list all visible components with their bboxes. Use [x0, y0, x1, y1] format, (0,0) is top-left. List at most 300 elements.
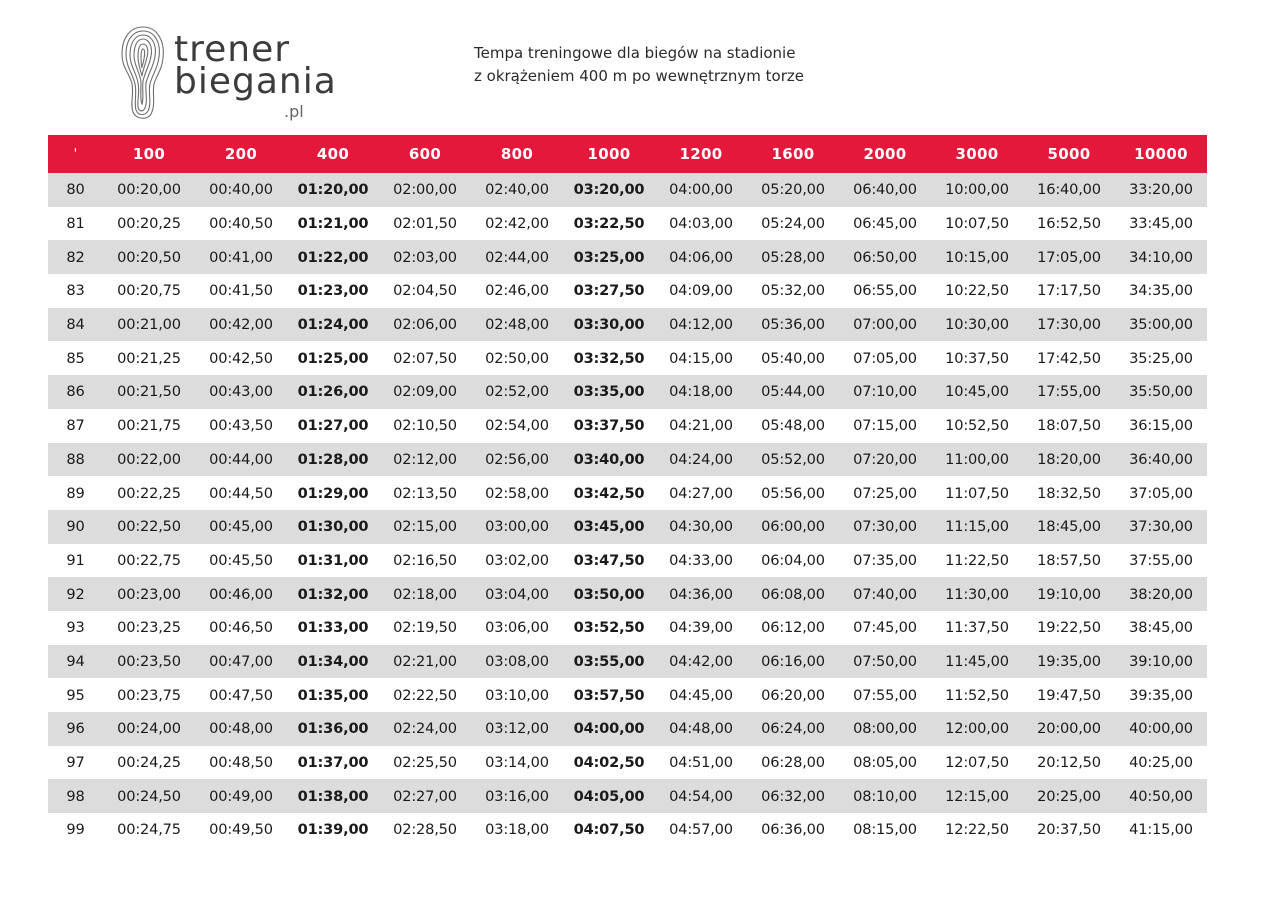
pace-cell: 03:22,50	[573, 215, 645, 233]
pace-cell: 00:43,50	[209, 417, 273, 435]
header-cell: 1000	[563, 135, 655, 173]
pace-cell: 00:23,75	[117, 686, 181, 704]
pace-cell: 04:15,00	[669, 349, 733, 367]
pace-cell: 03:18,00	[485, 821, 549, 839]
pace-cell: 03:30,00	[563, 308, 655, 342]
document-subtitle	[474, 42, 894, 88]
pace-cell: 06:08,00	[747, 577, 839, 611]
pace-cell: 00:43,00	[195, 375, 287, 409]
pace-cell: 34:10,00	[1115, 240, 1207, 274]
pace-cell: 00:20,00	[103, 173, 195, 207]
pace-cell: 00:41,00	[195, 240, 287, 274]
pace-cell: 01:32,00	[287, 577, 379, 611]
pace-cell: 04:51,00	[669, 754, 733, 772]
pace-cell: 02:16,50	[393, 551, 457, 569]
pace-cell: 04:42,00	[655, 645, 747, 679]
lap-time-cell: 98	[48, 779, 103, 813]
pace-cell: 19:47,50	[1037, 686, 1101, 704]
lap-time-cell: 92	[48, 577, 103, 611]
footprint-icon	[118, 24, 168, 122]
pace-cell: 40:25,00	[1129, 754, 1193, 772]
pace-cell: 01:23,00	[297, 282, 369, 300]
pace-cell: 00:21,25	[117, 349, 181, 367]
pace-cell: 38:20,00	[1115, 577, 1207, 611]
pace-cell: 19:22,50	[1037, 619, 1101, 637]
pace-cell: 11:07,50	[945, 484, 1009, 502]
logo	[118, 24, 348, 124]
pace-cell: 35:25,00	[1129, 349, 1193, 367]
pace-cell: 17:55,00	[1023, 375, 1115, 409]
pace-cell: 00:24,75	[117, 821, 181, 839]
pace-cell: 01:38,00	[287, 779, 379, 813]
pace-cell: 00:20,75	[117, 282, 181, 300]
header-cell: 3000	[931, 135, 1023, 173]
pace-cell: 02:06,00	[379, 308, 471, 342]
pace-cell: 38:45,00	[1129, 619, 1193, 637]
pace-cell: 01:26,00	[287, 375, 379, 409]
pace-cell: 00:46,50	[209, 619, 273, 637]
pace-cell: 04:33,00	[669, 551, 733, 569]
pace-cell: 03:08,00	[471, 645, 563, 679]
pace-cell: 06:45,00	[853, 215, 917, 233]
pace-cell: 12:22,50	[945, 821, 1009, 839]
pace-cell: 20:37,50	[1037, 821, 1101, 839]
pace-cell: 00:48,00	[195, 712, 287, 746]
pace-cell: 04:18,00	[655, 375, 747, 409]
table-row	[48, 611, 1207, 645]
pace-cell: 03:00,00	[471, 510, 563, 544]
pace-cell: 06:28,00	[761, 754, 825, 772]
pace-cell: 20:12,50	[1037, 754, 1101, 772]
pace-cell: 10:07,50	[945, 215, 1009, 233]
pace-cell: 18:20,00	[1023, 443, 1115, 477]
pace-cell: 00:40,00	[195, 173, 287, 207]
pace-cell: 08:05,00	[853, 754, 917, 772]
pace-cell: 00:46,00	[195, 577, 287, 611]
pace-cell: 03:55,00	[563, 645, 655, 679]
pace-cell: 01:24,00	[287, 308, 379, 342]
pace-cell: 03:37,50	[573, 417, 645, 435]
pace-cell: 00:42,00	[195, 308, 287, 342]
pace-cell: 03:40,00	[563, 443, 655, 477]
pace-cell: 00:41,50	[209, 282, 273, 300]
pace-cell: 04:39,00	[669, 619, 733, 637]
pace-cell: 00:22,75	[117, 551, 181, 569]
pace-cell: 07:00,00	[839, 308, 931, 342]
header-cell: 100	[103, 135, 195, 173]
pace-cell: 33:20,00	[1115, 173, 1207, 207]
lap-time-cell: 88	[48, 443, 103, 477]
pace-cell: 40:00,00	[1115, 712, 1207, 746]
pace-cell: 02:46,00	[485, 282, 549, 300]
pace-cell: 06:50,00	[839, 240, 931, 274]
pace-cell: 20:25,00	[1023, 779, 1115, 813]
pace-cell: 06:00,00	[747, 510, 839, 544]
pace-cell: 05:36,00	[747, 308, 839, 342]
pace-cell: 02:01,50	[393, 215, 457, 233]
pace-cell: 08:00,00	[839, 712, 931, 746]
pace-cell: 02:42,00	[485, 215, 549, 233]
pace-cell: 03:32,50	[573, 349, 645, 367]
pace-cell: 11:15,00	[931, 510, 1023, 544]
pace-cell: 07:10,00	[839, 375, 931, 409]
pace-cell: 02:50,00	[485, 349, 549, 367]
pace-cell: 06:04,00	[761, 551, 825, 569]
pace-cell: 00:20,50	[103, 240, 195, 274]
pace-cell: 04:05,00	[563, 779, 655, 813]
pace-cell: 03:52,50	[573, 619, 645, 637]
pace-cell: 10:52,50	[945, 417, 1009, 435]
pace-cell: 17:30,00	[1023, 308, 1115, 342]
pace-cell: 34:35,00	[1129, 282, 1193, 300]
header-cell: 800	[471, 135, 563, 173]
header-cell: 10000	[1115, 135, 1207, 173]
pace-cell: 02:24,00	[379, 712, 471, 746]
lap-time-cell: 90	[48, 510, 103, 544]
pace-cell: 02:27,00	[379, 779, 471, 813]
table-row	[48, 678, 1207, 712]
pace-cell: 19:10,00	[1023, 577, 1115, 611]
pace-cell: 04:07,50	[573, 821, 645, 839]
pace-cell: 04:00,00	[655, 173, 747, 207]
lap-time-cell: 94	[48, 645, 103, 679]
header-cell: 2000	[839, 135, 931, 173]
pace-cell: 18:32,50	[1037, 484, 1101, 502]
pace-cell: 06:12,00	[761, 619, 825, 637]
pace-cell: 10:00,00	[931, 173, 1023, 207]
table-row	[48, 443, 1207, 477]
lap-time-cell: 99	[66, 821, 85, 839]
pace-cell: 00:48,50	[209, 754, 273, 772]
pace-cell: 04:30,00	[655, 510, 747, 544]
pace-cell: 33:45,00	[1129, 215, 1193, 233]
logo-word-suffix: .pl	[284, 102, 304, 121]
pace-cell: 02:12,00	[379, 443, 471, 477]
pace-cell: 03:47,50	[573, 551, 645, 569]
header-cell: 1600	[747, 135, 839, 173]
pace-cell: 40:50,00	[1115, 779, 1207, 813]
table-row	[48, 274, 1207, 308]
table-row	[48, 173, 1207, 207]
pace-cell: 04:54,00	[655, 779, 747, 813]
pace-cell: 02:13,50	[393, 484, 457, 502]
header-cell: 400	[287, 135, 379, 173]
pace-cell: 11:52,50	[945, 686, 1009, 704]
pace-cell: 39:10,00	[1115, 645, 1207, 679]
lap-time-cell: 84	[48, 308, 103, 342]
pace-cell: 03:04,00	[471, 577, 563, 611]
pace-cell: 12:15,00	[931, 779, 1023, 813]
pace-cell: 16:40,00	[1023, 173, 1115, 207]
pace-cell: 18:07,50	[1037, 417, 1101, 435]
logo-word-biegania: biegania	[174, 61, 337, 102]
lap-time-cell: 82	[48, 240, 103, 274]
pace-cell: 03:10,00	[485, 686, 549, 704]
pace-cell: 35:50,00	[1115, 375, 1207, 409]
pace-cell: 01:27,00	[297, 417, 369, 435]
pace-cell: 00:22,50	[103, 510, 195, 544]
pace-cell: 01:36,00	[287, 712, 379, 746]
table-row	[48, 645, 1207, 679]
table-row	[48, 308, 1207, 342]
pace-cell: 05:40,00	[761, 349, 825, 367]
pace-cell: 07:20,00	[839, 443, 931, 477]
pace-cell: 07:45,00	[853, 619, 917, 637]
pace-cell: 00:21,75	[117, 417, 181, 435]
table-row	[48, 712, 1207, 746]
pace-cell: 00:47,50	[209, 686, 273, 704]
pace-cell: 04:45,00	[669, 686, 733, 704]
pace-cell: 01:30,00	[287, 510, 379, 544]
pace-cell: 04:27,00	[669, 484, 733, 502]
pace-cell: 04:24,00	[655, 443, 747, 477]
pace-cell: 00:22,25	[117, 484, 181, 502]
pace-cell: 00:40,50	[209, 215, 273, 233]
pace-cell: 02:52,00	[471, 375, 563, 409]
pace-cell: 03:50,00	[563, 577, 655, 611]
pace-cell: 07:05,00	[853, 349, 917, 367]
pace-cell: 02:22,50	[393, 686, 457, 704]
pace-cell: 00:23,00	[103, 577, 195, 611]
lap-time-cell: 96	[48, 712, 103, 746]
pace-cell: 11:45,00	[931, 645, 1023, 679]
lap-time-cell: 80	[48, 173, 103, 207]
pace-cell: 05:48,00	[761, 417, 825, 435]
table-row	[48, 813, 1207, 847]
pace-cell: 00:49,50	[209, 821, 273, 839]
pace-cell: 05:44,00	[747, 375, 839, 409]
table-body	[48, 173, 1207, 847]
pace-cell: 06:55,00	[853, 282, 917, 300]
pace-cell: 11:37,50	[945, 619, 1009, 637]
pace-cell: 10:22,50	[945, 282, 1009, 300]
pace-cell: 18:45,00	[1023, 510, 1115, 544]
pace-cell: 17:17,50	[1037, 282, 1101, 300]
pace-cell: 41:15,00	[1129, 821, 1193, 839]
pace-cell: 00:23,25	[117, 619, 181, 637]
pace-cell: 04:09,00	[669, 282, 733, 300]
table-header	[48, 135, 1207, 173]
pace-cell: 07:35,00	[853, 551, 917, 569]
pace-cell: 37:05,00	[1129, 484, 1193, 502]
pace-cell: 01:33,00	[297, 619, 369, 637]
logo-word-trener: trener	[174, 29, 291, 70]
table-row	[48, 207, 1207, 241]
pace-cell: 03:45,00	[563, 510, 655, 544]
pace-cell: 05:56,00	[761, 484, 825, 502]
pace-cell: 02:00,00	[379, 173, 471, 207]
lap-time-cell: 97	[66, 754, 85, 772]
header-cell: 600	[379, 135, 471, 173]
lap-time-cell: 95	[66, 686, 85, 704]
pace-cell: 07:50,00	[839, 645, 931, 679]
pace-cell: 02:21,00	[379, 645, 471, 679]
pace-cell: 03:16,00	[471, 779, 563, 813]
pace-cell: 06:16,00	[747, 645, 839, 679]
lap-time-cell: 83	[66, 282, 85, 300]
pace-cell: 37:30,00	[1115, 510, 1207, 544]
pace-cell: 02:10,50	[393, 417, 457, 435]
pace-cell: 17:05,00	[1023, 240, 1115, 274]
pace-cell: 06:32,00	[747, 779, 839, 813]
pace-cell: 00:22,00	[103, 443, 195, 477]
pace-cell: 01:37,00	[297, 754, 369, 772]
pace-cell: 05:32,00	[761, 282, 825, 300]
pace-cell: 07:15,00	[853, 417, 917, 435]
pace-cell: 12:00,00	[931, 712, 1023, 746]
lap-time-cell: 87	[66, 417, 85, 435]
pace-cell: 00:21,50	[103, 375, 195, 409]
pace-cell: 02:58,00	[485, 484, 549, 502]
pace-cell: 00:45,50	[209, 551, 273, 569]
pace-cell: 10:37,50	[945, 349, 1009, 367]
pace-cell: 01:21,00	[297, 215, 369, 233]
lap-time-cell: 91	[66, 551, 85, 569]
pace-cell: 03:57,50	[573, 686, 645, 704]
pace-cell: 03:12,00	[471, 712, 563, 746]
pace-cell: 04:02,50	[573, 754, 645, 772]
pace-cell: 36:40,00	[1115, 443, 1207, 477]
pace-cell: 00:24,00	[103, 712, 195, 746]
pace-cell: 03:14,00	[485, 754, 549, 772]
table-row	[48, 341, 1207, 375]
pace-cell: 02:03,00	[379, 240, 471, 274]
pace-cell: 02:19,50	[393, 619, 457, 637]
pace-cell: 07:25,00	[853, 484, 917, 502]
pace-cell: 17:42,50	[1037, 349, 1101, 367]
pace-cell: 02:56,00	[471, 443, 563, 477]
pace-cell: 01:29,00	[297, 484, 369, 502]
subtitle-line-1: Tempa treningowe dla biegów na stadionie	[474, 44, 796, 62]
table-row	[48, 544, 1207, 578]
pace-cell: 35:00,00	[1115, 308, 1207, 342]
pace-cell: 00:24,50	[103, 779, 195, 813]
pace-cell: 02:04,50	[393, 282, 457, 300]
header-cell: 200	[195, 135, 287, 173]
pace-cell: 06:36,00	[761, 821, 825, 839]
table-row	[48, 510, 1207, 544]
pace-cell: 03:06,00	[485, 619, 549, 637]
lap-time-cell: 85	[66, 349, 85, 367]
pace-cell: 10:15,00	[931, 240, 1023, 274]
pace-cell: 00:24,25	[117, 754, 181, 772]
header-row	[48, 135, 1207, 173]
table-row	[48, 476, 1207, 510]
pace-cell: 05:28,00	[747, 240, 839, 274]
pace-cell: 01:20,00	[287, 173, 379, 207]
pace-cell: 00:44,00	[195, 443, 287, 477]
pace-cell: 04:48,00	[655, 712, 747, 746]
pace-cell: 04:00,00	[563, 712, 655, 746]
pace-cell: 05:52,00	[747, 443, 839, 477]
pace-cell: 18:57,50	[1037, 551, 1101, 569]
header-corner-cell: '	[48, 135, 103, 173]
pace-cell: 00:45,00	[195, 510, 287, 544]
header-cell: 1200	[655, 135, 747, 173]
pace-cell: 05:24,00	[761, 215, 825, 233]
pace-cell: 20:00,00	[1023, 712, 1115, 746]
subtitle-line-2: z okrążeniem 400 m po wewnętrznym torze	[474, 67, 805, 85]
table-row	[48, 746, 1207, 780]
pace-cell: 00:49,00	[195, 779, 287, 813]
pace-cell: 01:34,00	[287, 645, 379, 679]
pace-table	[48, 135, 1207, 847]
pace-cell: 11:30,00	[931, 577, 1023, 611]
table-row	[48, 409, 1207, 443]
pace-cell: 01:39,00	[297, 821, 369, 839]
pace-cell: 36:15,00	[1129, 417, 1193, 435]
pace-cell: 11:00,00	[931, 443, 1023, 477]
pace-cell: 02:54,00	[485, 417, 549, 435]
pace-cell: 04:36,00	[655, 577, 747, 611]
table-row	[48, 779, 1207, 813]
pace-cell: 01:22,00	[287, 240, 379, 274]
pace-cell: 02:15,00	[379, 510, 471, 544]
pace-cell: 08:10,00	[839, 779, 931, 813]
pace-cell: 06:20,00	[761, 686, 825, 704]
pace-cell: 10:45,00	[931, 375, 1023, 409]
pace-cell: 02:07,50	[393, 349, 457, 367]
pace-cell: 00:21,00	[103, 308, 195, 342]
pace-cell: 08:15,00	[853, 821, 917, 839]
pace-cell: 02:09,00	[379, 375, 471, 409]
pace-cell: 39:35,00	[1129, 686, 1193, 704]
pace-cell: 11:22,50	[945, 551, 1009, 569]
pace-cell: 04:57,00	[669, 821, 733, 839]
pace-cell: 03:02,00	[485, 551, 549, 569]
pace-cell: 02:44,00	[471, 240, 563, 274]
pace-cell: 00:44,50	[209, 484, 273, 502]
pace-cell: 01:28,00	[287, 443, 379, 477]
pace-cell: 01:25,00	[297, 349, 369, 367]
pace-cell: 04:21,00	[669, 417, 733, 435]
pace-cell: 07:55,00	[853, 686, 917, 704]
pace-cell: 06:40,00	[839, 173, 931, 207]
pace-cell: 12:07,50	[945, 754, 1009, 772]
pace-cell: 07:30,00	[839, 510, 931, 544]
pace-cell: 03:42,50	[573, 484, 645, 502]
lap-time-cell: 81	[66, 215, 85, 233]
pace-cell: 05:20,00	[747, 173, 839, 207]
pace-cell: 03:25,00	[563, 240, 655, 274]
lap-time-cell: 93	[66, 619, 85, 637]
pace-cell: 37:55,00	[1129, 551, 1193, 569]
pace-cell: 00:20,25	[117, 215, 181, 233]
pace-cell: 16:52,50	[1037, 215, 1101, 233]
pace-cell: 01:31,00	[297, 551, 369, 569]
pace-cell: 07:40,00	[839, 577, 931, 611]
pace-cell: 02:25,50	[393, 754, 457, 772]
pace-cell: 00:23,50	[103, 645, 195, 679]
pace-cell: 04:06,00	[655, 240, 747, 274]
pace-cell: 02:28,50	[393, 821, 457, 839]
pace-cell: 19:35,00	[1023, 645, 1115, 679]
table-row	[48, 240, 1207, 274]
pace-cell: 00:47,00	[195, 645, 287, 679]
lap-time-cell: 86	[48, 375, 103, 409]
table-row	[48, 577, 1207, 611]
pace-cell: 02:40,00	[471, 173, 563, 207]
pace-cell: 02:48,00	[471, 308, 563, 342]
pace-cell: 04:12,00	[655, 308, 747, 342]
header-cell: 5000	[1023, 135, 1115, 173]
pace-cell: 04:03,00	[669, 215, 733, 233]
pace-cell: 00:42,50	[209, 349, 273, 367]
pace-cell: 03:27,50	[573, 282, 645, 300]
pace-cell: 01:35,00	[297, 686, 369, 704]
pace-cell: 03:35,00	[563, 375, 655, 409]
lap-time-cell: 89	[66, 484, 85, 502]
